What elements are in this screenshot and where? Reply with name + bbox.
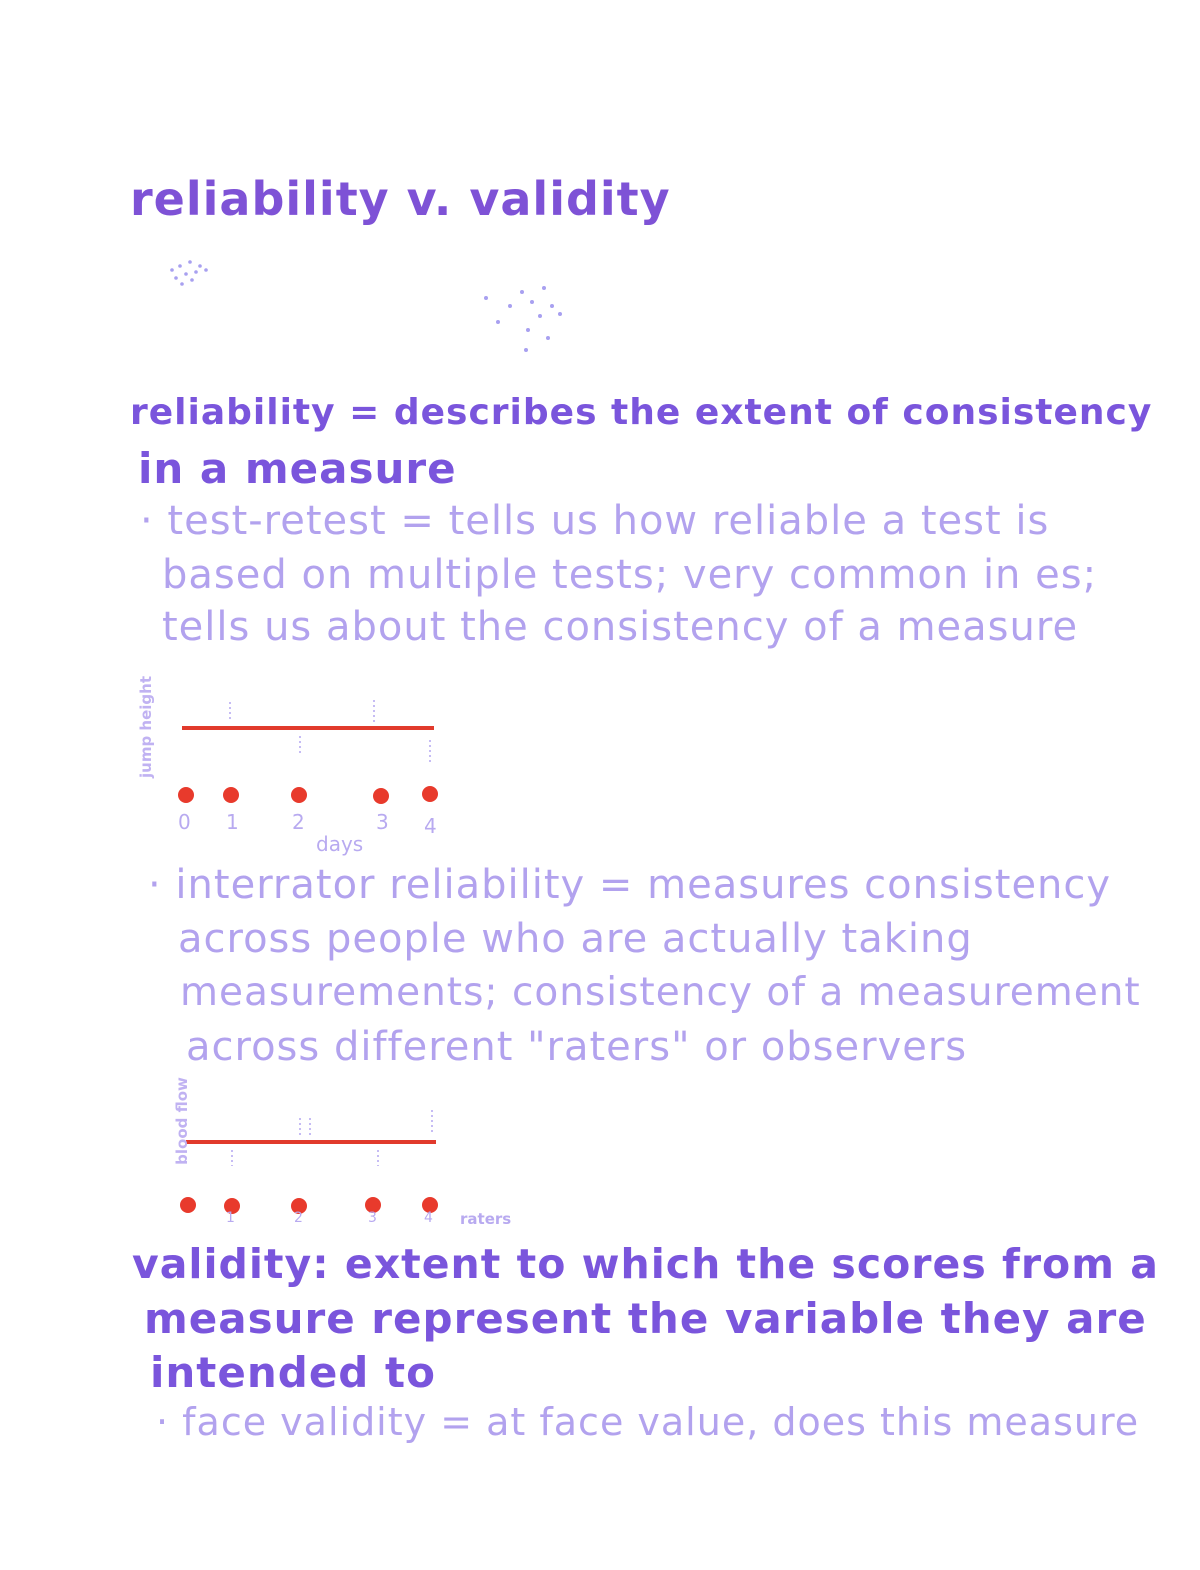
validity-heading-line-1: validity: extent to which the scores from a bbox=[132, 1240, 1159, 1288]
sketch2-y-label: blood flow bbox=[172, 1077, 191, 1165]
test-retest-line-2: based on multiple tests; very common in es; bbox=[162, 552, 1098, 598]
data-point bbox=[291, 787, 307, 803]
interrater-line-3: measurements; consistency of a measurement bbox=[180, 970, 1141, 1015]
dot-cluster-small bbox=[170, 260, 208, 286]
data-point bbox=[223, 787, 239, 803]
interrater-line-2: across people who are actually taking bbox=[178, 916, 973, 962]
test-retest-line-1: · test-retest = tells us how reliable a test is bbox=[140, 498, 1050, 544]
sketch2-x-tick: 1 bbox=[226, 1210, 235, 1226]
reliability-sketch-2 bbox=[180, 1110, 438, 1214]
reliability-sketch-1 bbox=[178, 700, 438, 804]
dot-cluster-large bbox=[484, 286, 562, 352]
data-point bbox=[373, 788, 389, 804]
sketch1-x-label: days bbox=[316, 832, 364, 856]
reliability-heading-line-1: reliability = describes the extent of consistency bbox=[130, 392, 1153, 433]
sketch1-x-tick: 3 bbox=[376, 810, 389, 834]
face-validity-line: · face validity = at face value, does this measure bbox=[156, 1400, 1140, 1444]
interrater-line-4: across different "raters" or observers bbox=[186, 1024, 968, 1070]
sketch1-x-tick: 4 bbox=[424, 814, 437, 838]
validity-heading-line-3: intended to bbox=[150, 1348, 436, 1397]
sketch1-x-tick: 2 bbox=[292, 810, 305, 834]
sketch1-y-label: jump height bbox=[137, 676, 155, 778]
sketch2-x-tick: 4 bbox=[424, 1210, 433, 1226]
data-point bbox=[180, 1197, 196, 1213]
sketch2-x-label: raters bbox=[460, 1210, 512, 1228]
interrater-line-1: · interrator reliability = measures consistency bbox=[148, 862, 1112, 908]
data-point bbox=[422, 786, 438, 802]
sketch2-x-tick: 2 bbox=[294, 1210, 303, 1226]
page-title: reliability v. validity bbox=[130, 172, 671, 226]
data-point bbox=[178, 787, 194, 803]
reliability-heading-line-2: in a measure bbox=[138, 444, 457, 493]
sketch1-x-tick: 0 bbox=[178, 810, 191, 834]
test-retest-line-3: tells us about the consistency of a measure bbox=[162, 604, 1079, 650]
sketch1-x-tick: 1 bbox=[226, 810, 239, 834]
sketch2-x-tick: 3 bbox=[368, 1210, 377, 1226]
validity-heading-line-2: measure represent the variable they are bbox=[144, 1294, 1147, 1343]
